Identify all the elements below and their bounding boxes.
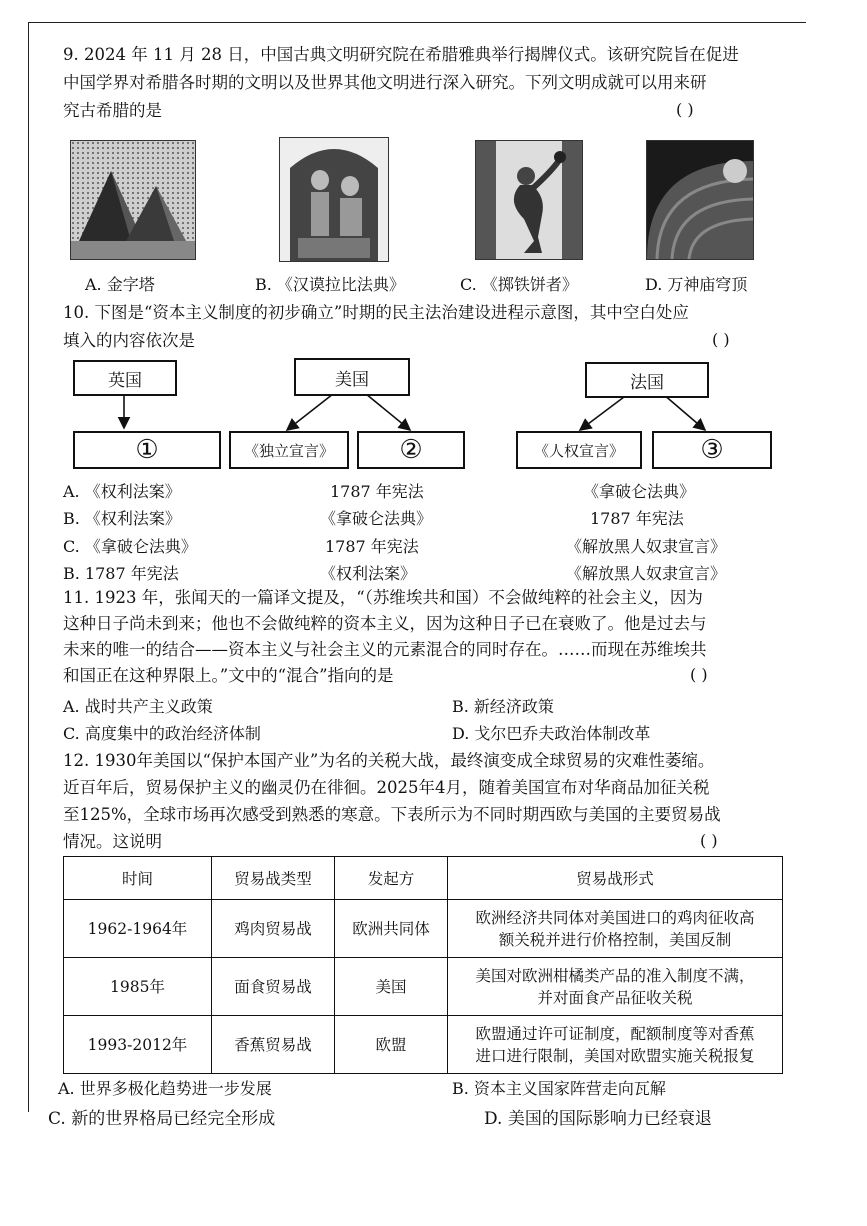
diagram-box-declaration-independence: 《独立宣言》 <box>229 431 349 469</box>
q9-option-a-caption: A. 金字塔 <box>85 275 155 294</box>
table-header-initiator: 发起方 <box>335 857 448 900</box>
q10-option-b-2: 《拿破仑法典》 <box>320 509 433 528</box>
q11-stem-line-1: 11. 1923 年，张闻天的一篇译文提及，“（苏维埃共和国）不会做纯粹的社会主义，因为 <box>63 588 703 607</box>
q11-stem-line-4: 和国正在这种界限上。”文中的“混合”指向的是 <box>63 666 394 685</box>
q10-option-d-2: 《权利法案》 <box>320 564 417 583</box>
diagram-box-uk: 英国 <box>73 360 177 396</box>
q11-stem-line-3: 未来的唯一的结合——资本主义与社会主义的元素混合的同时存在。……而现在苏维埃共 <box>63 640 707 659</box>
q12-option-b: B. 资本主义国家阵营走向瓦解 <box>452 1079 666 1098</box>
q12-stem-line-4: 情况。这说明 <box>63 832 162 851</box>
q12-stem-line-1: 12. 1930年美国以“保护本国产业”为名的关税大战，最终演变成全球贸易的灾难性萎缩。 <box>63 751 715 770</box>
q12-stem-line-2: 近百年后，贸易保护主义的幽灵仍在徘徊。2025年4月，随着美国宣布对华商品加征关税 <box>63 778 710 797</box>
diagram-box-usa: 美国 <box>294 358 410 396</box>
q11-option-d: D. 戈尔巴乔夫政治体制改革 <box>452 724 651 743</box>
q9-option-b-caption: B. 《汉谟拉比法典》 <box>255 275 405 294</box>
form-line-2: 进口进行限制，美国对欧盟实施关税报复 <box>475 1046 755 1065</box>
form-line-2: 并对面食产品征收关税 <box>537 988 693 1007</box>
table-cell-time: 1993-2012年 <box>64 1016 212 1074</box>
q10-option-b-3: 1787 年宪法 <box>590 509 684 528</box>
diagram-blank-3: ③ <box>652 431 772 469</box>
q10-answer-paren: ( ) <box>712 330 730 349</box>
q9-answer-paren: ( ) <box>676 100 694 119</box>
table-cell-form <box>448 958 783 1016</box>
form-line-2: 额关税并进行价格控制，美国反制 <box>498 930 732 949</box>
q10-stem-line-1: 10. 下图是“资本主义制度的初步确立”时期的民主法治建设进程示意图，其中空白处应 <box>63 303 689 322</box>
form-line-1: 欧洲经济共同体对美国进口的鸡肉征收高 <box>475 908 755 927</box>
q12-stem-line-3: 至125%，全球市场再次感受到熟悉的寒意。下表所示为不同时期西欧与美国的主要贸易战 <box>63 805 721 824</box>
diagram-blank-1: ① <box>73 431 221 469</box>
table-cell-type: 鸡肉贸易战 <box>212 900 335 958</box>
q12-answer-paren: ( ) <box>700 831 718 850</box>
q10-option-b-1: B. 《权利法案》 <box>63 509 181 528</box>
trade-war-table <box>63 856 783 1074</box>
q12-option-a: A. 世界多极化趋势进一步发展 <box>58 1079 272 1098</box>
table-row <box>64 900 783 958</box>
table-header-type: 贸易战类型 <box>212 857 335 900</box>
table-cell-type: 面食贸易战 <box>212 958 335 1016</box>
q12-option-d: D. 美国的国际影响力已经衰退 <box>484 1109 712 1129</box>
q10-option-d-1: B. 1787 年宪法 <box>63 564 179 583</box>
q10-option-c-3: 《解放黑人奴隶宣言》 <box>566 537 727 556</box>
q9-stem-line-2: 中国学界对希腊各时期的文明以及世界其他文明进行深入研究。下列文明成就可以用来研 <box>63 73 707 92</box>
q10-option-a-1: A. 《权利法案》 <box>63 482 181 501</box>
q9-option-d-caption: D. 万神庙穹顶 <box>645 275 748 294</box>
table-cell-initiator: 美国 <box>335 958 448 1016</box>
table-row <box>64 958 783 1016</box>
q9-stem-line-3: 究古希腊的是 <box>63 101 162 120</box>
q10-stem-line-2: 填入的内容依次是 <box>63 331 195 350</box>
table-cell-form <box>448 900 783 958</box>
q11-option-c: C. 高度集中的政治经济体制 <box>63 724 261 743</box>
table-header-row <box>64 857 783 900</box>
table-row <box>64 1016 783 1074</box>
q9-stem-line-1: 9. 2024 年 11 月 28 日，中国古典文明研究院在希腊雅典举行揭牌仪式。该研究院旨在促进 <box>63 45 739 64</box>
table-cell-initiator: 欧洲共同体 <box>335 900 448 958</box>
table-cell-initiator: 欧盟 <box>335 1016 448 1074</box>
table-cell-time: 1962-1964年 <box>64 900 212 958</box>
q11-answer-paren: ( ) <box>690 665 708 684</box>
diagram-box-france: 法国 <box>585 362 709 398</box>
q10-option-a-3: 《拿破仑法典》 <box>583 482 696 501</box>
q10-option-a-2: 1787 年宪法 <box>330 482 424 501</box>
form-line-1: 欧盟通过许可证制度，配额制度等对香蕉 <box>475 1024 755 1043</box>
q11-option-b: B. 新经济政策 <box>452 697 554 716</box>
q9-option-c-caption: C. 《掷铁饼者》 <box>460 275 578 294</box>
q11-stem-line-2: 这种日子尚未到来；他也不会做纯粹的资本主义，因为这种日子已在衰败了。他是过去与 <box>63 614 707 633</box>
form-line-1: 美国对欧洲柑橘类产品的准入制度不满， <box>475 966 755 985</box>
q10-option-c-2: 1787 年宪法 <box>325 537 419 556</box>
table-cell-form <box>448 1016 783 1074</box>
q10-option-d-3: 《解放黑人奴隶宣言》 <box>566 564 727 583</box>
diagram-blank-2: ② <box>357 431 465 469</box>
table-cell-type: 香蕉贸易战 <box>212 1016 335 1074</box>
table-cell-time: 1985年 <box>64 958 212 1016</box>
q12-option-c: C. 新的世界格局已经完全形成 <box>48 1109 276 1129</box>
table-header-time: 时间 <box>64 857 212 900</box>
q10-option-c-1: C. 《拿破仑法典》 <box>63 537 197 556</box>
q11-option-a: A. 战时共产主义政策 <box>63 697 213 716</box>
diagram-box-declaration-rights: 《人权宣言》 <box>516 431 642 469</box>
table-header-form: 贸易战形式 <box>448 857 783 900</box>
